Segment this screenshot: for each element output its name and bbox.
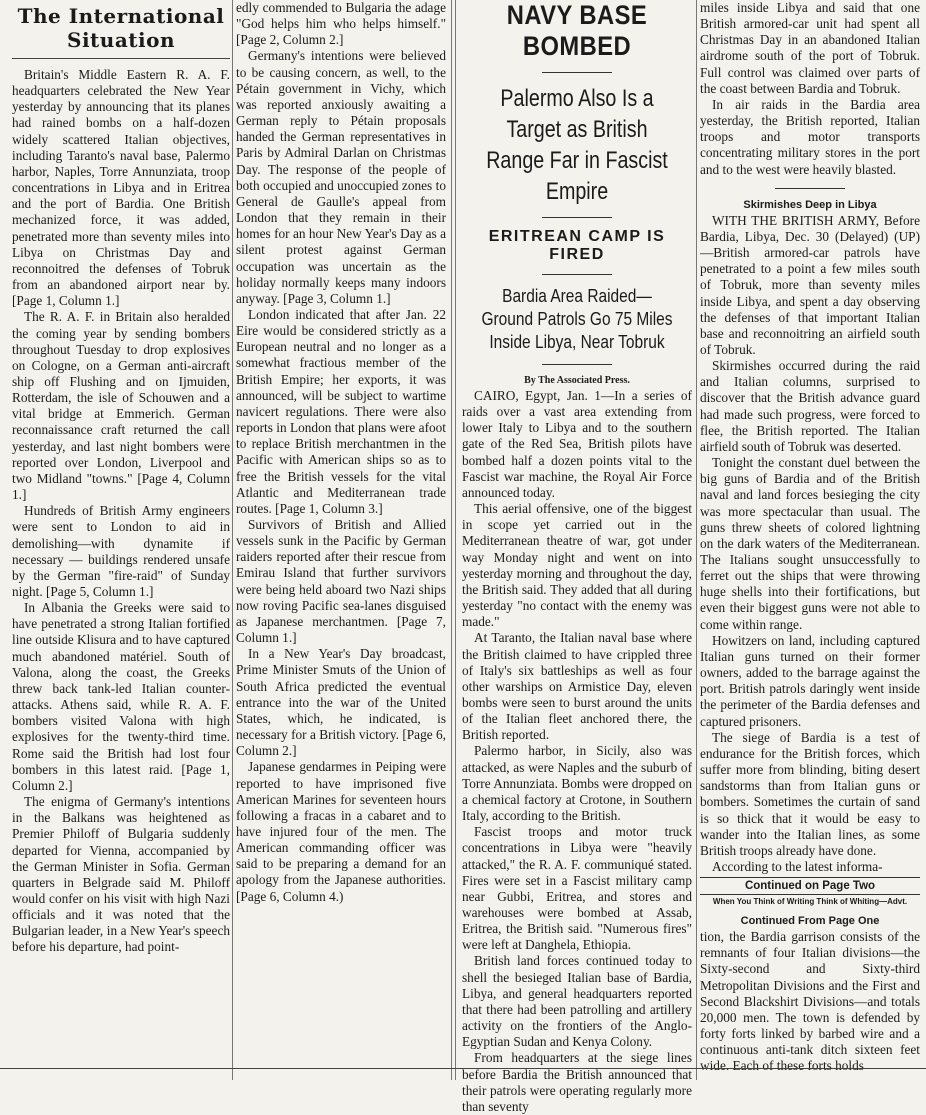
article-paragraph: Howitzers on land, including captured Italian guns turned on their former owners, added to the barrage against the port. British patrols daringly went inside the perimeter of the Bardia defenses and captured prisoners. — [700, 632, 920, 729]
navy-base-bombed-headline: NAVY BASE BOMBED — [506, 0, 648, 61]
article-paragraph: Skirmishes occurred during the raid and Italian columns, surprised to discover that the British advance guard had made such progress, were forced to flee, the British reported. The Italian airfield south of Tobruk was deserted. — [700, 358, 920, 454]
article-paragraph: From headquarters at the siege lines before Bardia the British announced that their patrols were operating regularly more than seventy — [462, 1050, 692, 1114]
column-rule — [455, 0, 456, 1080]
article-paragraph: Tonight the constant duel between the big guns of Bardia and of the British naval and land forces besieging the city was more spectacular than usual. The guns threw sheets of colored lightning on the dark waters of the Mediterranean. The Italians sought unsuccessfully to ferret out the ships that were throwing huge shells into their fortifications, but even their biggest guns were not able to come within range. — [700, 455, 920, 632]
article-paragraph: Britain's Middle Eastern R. A. F. headquarters celebrated the New Year yesterday by announcing that its planes had rained bombs on a half-dozen widely scattered Italian objectives, including Taranto's naval base, Palermo harbor, Naples, Torre Annunziata, troop concentrations in Libya and in Eritrea and the port of Bardia. One British mechanized force, it was added, penetrated more than seventy miles into Libya on Christmas Day and reconnoitred the defenses of Tobruk from an abandoned airport near by. [Page 1, Column 1.] — [12, 67, 230, 309]
section-rule — [775, 188, 845, 189]
article-paragraph: In a New Year's Day broadcast, Prime Minister Smuts of the Union of South Africa predicted the eventual entrance into the war of the United States, which, he indicated, is necessary for a British victory. [Page 6, Column 2.] — [236, 646, 446, 759]
article-paragraph: At Taranto, the Italian naval base where the British claimed to have crippled three of Italy's six battleships as well as four other warships on Armistice Day, eleven bombs were seen to burst around the units of the Italian fleet anchored there, the British reported. — [462, 630, 692, 743]
article-paragraph: The enigma of Germany's intentions in the Balkans was heightened as Premier Philoff of Bulgaria suddenly departed for Vienna, accompanied by the German Minister in Sofia. German quarters in Belgrade said M. Philoff would confer on his visit with high Nazi officials and it was noted that the Bulgarian leader, in a New Year's speech before his departure, had point- — [12, 794, 230, 955]
column-2 — [236, 0, 446, 905]
article-paragraph: This aerial offensive, one of the biggest in scope yet carried out in the Mediterranean theatre of war, got under way Monday night and went on into yesterday morning and throughout the day, the British said. They added that all during yesterday "no contact with the enemy was made." — [462, 501, 692, 630]
column-1 — [12, 0, 230, 956]
column-rule — [696, 0, 697, 1080]
international-situation-headline: The International Situation — [17, 4, 225, 52]
article-paragraph: Palermo harbor, in Sicily, also was attacked, as were Naples and the suburb of Torre Annunziata. Bombs were dropped on a chemical factory at Crotone, in Southern Italy, according to the British. — [462, 743, 692, 824]
continued-from-label: Continued From Page One — [740, 915, 880, 928]
article-paragraph: edly commended to Bulgaria the adage "God helps him who helps himself." [Page 2, Column 2.] — [236, 0, 446, 48]
article-paragraph: The siege of Bardia is a test of endurance for the British forces, which suffer more from blinding, biting desert sandstorms than from Italian guns or bombers. Sometimes the curtain of sand is so thick that it would be easy to wander into the Italian lines, as some British troops already have done. — [700, 729, 920, 858]
headline-rule — [542, 364, 612, 365]
column-4 — [700, 0, 920, 1075]
column-rule — [451, 0, 452, 1080]
article-paragraph: According to the latest informa- — [712, 858, 883, 874]
article-paragraph: British land forces continued today to shell the besieged Italian base of Bardia, Libya, and general headquarters reported that there had been patrolling and artillery activity on the frontiers of the Anglo-Egyptian Sudan and Kenya Colony. — [462, 953, 692, 1050]
article-paragraph: Hundreds of British Army engineers were sent to London to aid in demolishing—with dynamite if necessary — buildings rendered unsafe by the German "fire-raid" of Sunday night. [Page 5, Column 1.] — [12, 503, 230, 599]
headline-rule — [12, 58, 230, 59]
column-rule — [232, 0, 233, 1080]
headline-rule — [542, 217, 612, 218]
bardia-subheadline: Bardia Area Raided—Ground Patrols Go 75 Miles Inside Libya, Near Tobruk — [481, 286, 673, 352]
column-3 — [462, 0, 692, 1115]
article-paragraph: In air raids in the Bardia area yesterday, the British reported, Italian troops and motor transports concentrating military stores in the port and to the west were heavily blasted. — [700, 96, 920, 177]
article-paragraph: WITH THE BRITISH ARMY, Before Bardia, Libya, Dec. 30 (Delayed) (UP)—British armored-car patrols have penetrated to a point a few miles south of Tobruk, more than seventy miles inside Libya, and spent a day observing the defenses of that important Italian base and reconnoitring an airfield south of Tobruk. — [700, 212, 920, 357]
advertisement-line: When You Think of Writing Think of Whiting—Advt. — [712, 897, 908, 907]
headline-rule — [542, 72, 612, 73]
article-paragraph: Japanese gendarmes in Peiping were reported to have imprisoned five American Marines for seventeen hours following a fracas in a cabaret and to have injured four of the men. The American commanding officer was said to be preparing a demand for an apology from the Japanese authorities. [Page 6, Column 4.) — [236, 759, 446, 904]
byline: By The Associated Press. — [524, 375, 630, 386]
eritrean-camp-subheadline: ERITREAN CAMP IS FIRED — [488, 228, 666, 263]
article-paragraph: London indicated that after Jan. 22 Eire would be considered strictly as a European neutral and no longer as a somewhat fractious member of the British Empire; her exports, it was announced, will be subject to wartime navicert regulations. There were also reports in London that plans were afoot to replace British merchantmen in the Pacific with American ships so as to free the British vessels for the vital Atlantic and Mediterranean trade routes. [Page 1, Column 3.] — [236, 306, 446, 516]
article-paragraph: Fascist troops and motor truck concentrations in Libya were "heavily attacked," the R. A. F. communiqué stated. Fires were set in a Fascist military camp near Gubbi, Eritrea, and stores and warehouses were bombed at Assab, Eritrea, the British said. "Numerous fires" were left at Danghela, Ethiopia. — [462, 824, 692, 953]
article-paragraph: Germany's intentions were believed to be causing concern, as well, to the Pétain government in Vichy, which was reported anxiously awaiting a German reply to Pétain proposals handed the German representatives in Paris by Admiral Darlan on Christmas Day. The response of the people of both occupied and unoccupied zones to General de Gaulle's appeal from London that they remain in their homes for an hour New Year's Day as a silent protest against German occupation was uncertain as the holiday normally keeps many indoors anyway. [Page 3, Column 1.] — [236, 48, 446, 306]
article-paragraph: In Albania the Greeks were said to have penetrated a strong Italian fortified line outside Klisura and to have captured much abandoned matériel. South of Valona, along the coast, the Greeks threw back tank-led Italian counter-attacks. Athens said, while R. A. F. bombers visited Valona with high explosives for the twenty-third time. Rome said the British had lost four bombers in this latest raid. [Page 1, Column 2.] — [12, 600, 230, 793]
headline-rule — [542, 274, 612, 275]
article-paragraph: The R. A. F. in Britain also heralded the coming year by sending bombers throughout Tuesday to drop explosives on Cologne, on a German anti-aircraft ship off Flushing and on Ijmuiden, Rotterdam, the isle of Schouwen and a vital bridge at Emmerich. German reconnaissance craft returned the call yesterday, and last night bombers were reported over London, Liverpool and two Midland "towns." [Page 4, Column 1.] — [12, 309, 230, 503]
article-paragraph: tion, the Bardia garrison consists of the remnants of four Italian divisions—the Sixty-second and Sixty-third Metropolitan Divisions and the First and Second Blackshirt Divisions—and totals 20,000 men. The town is defended by forty forts linked by barbed wire and a continuous anti-tank ditch sixteen feet wide. Each of these forts holds — [700, 929, 920, 1074]
continued-on-label: Continued on Page Two — [700, 877, 920, 895]
skirmishes-section-head: Skirmishes Deep in Libya — [743, 198, 877, 211]
palermo-subheadline: Palermo Also Is a Target as British Range Far in Fascist Empire — [486, 85, 668, 205]
article-paragraph: Survivors of British and Allied vessels sunk in the Pacific by German raiders reported after their rescue from Emirau Island that further survivors were being held aboard two Nazi ships now roving Pacific sea-lanes disguised as Japanese merchantmen. [Page 7, Column 1.] — [236, 517, 446, 646]
article-paragraph: miles inside Libya and said that one British armored-car unit had spent all Christmas Day in an abandoned Italian airdrome south of the port of Tobruk. Full control was claimed over parts of the coast between Bardia and Tobruk. — [700, 0, 920, 96]
page-bottom-border — [0, 1068, 926, 1081]
article-paragraph: CAIRO, Egypt, Jan. 1—In a series of raids over a vast area extending from lower Italy to Libya and to the southern gate of the Red Sea, British pilots have bombed half a dozen points vital to the Fascist war machine, the Royal Air Force announced today. — [462, 388, 692, 500]
